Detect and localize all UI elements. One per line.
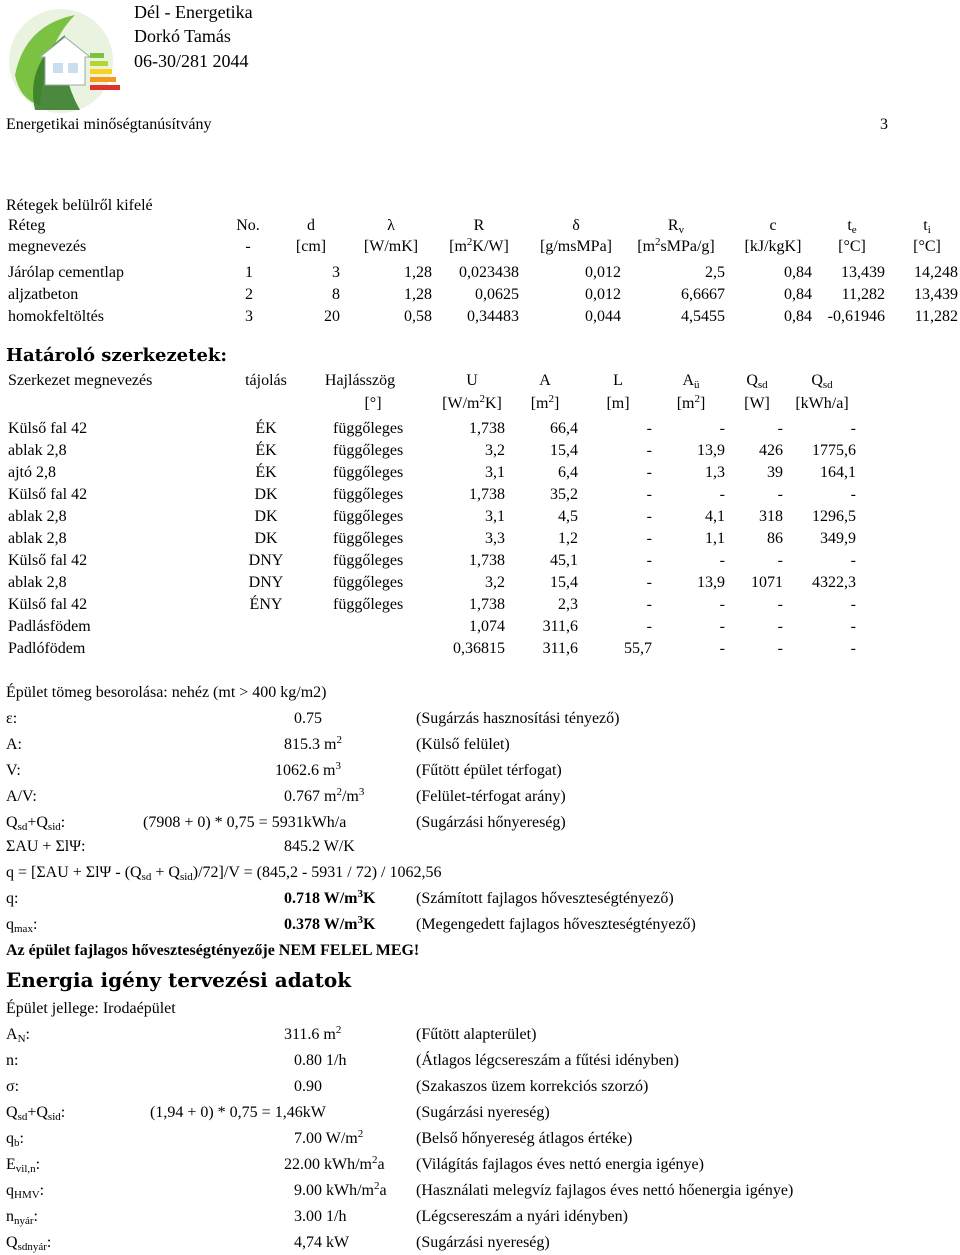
person-name: Dorkó Tamás [134,26,231,46]
boundary-row-angle: függőleges [333,486,404,503]
boundary-unit-qsd-w: [W] [744,395,770,412]
building-mass: Épület tömeg besorolása: nehéz (mt > 400 kg/m2) [6,684,327,701]
boundary-row-l: - [646,552,652,569]
energy-row-desc: (Belső hőnyereség átlagos értéke) [416,1130,633,1147]
energy-row-desc: (Fűtött alapterület) [416,1026,537,1043]
boundary-row-u: 1,738 [469,420,505,437]
av-label: A/V: [6,788,37,805]
layers-unit-name: megnevezés [8,238,87,255]
layer-row-cell: 3 [332,264,340,281]
boundary-row-orient: DNY [248,552,284,569]
boundary-head-a: A [539,372,551,389]
boundary-row-qsd-kwh: 349,9 [820,530,856,547]
energy-row-value: 3.00 1/h [294,1208,347,1225]
q-desc: (Számított fajlagos hőveszteségtényező) [416,890,674,907]
layer-row-cell: 20 [324,308,340,325]
boundary-row-a: 4,5 [558,508,578,525]
boundary-row-qsd-w: 318 [759,508,783,525]
boundary-row-a: 15,4 [550,442,578,459]
boundary-row-orient: ÉK [255,464,277,481]
energy-row-desc: (Szakaszos üzem korrekciós szorzó) [416,1078,649,1095]
building-type: Épület jellege: Irodaépület [6,1000,176,1017]
boundary-row-a: 6,4 [558,464,578,481]
energy-row-desc: (Légcsereszám a nyári idényben) [416,1208,628,1225]
layers-title: Rétegek belülről kifelé [6,197,153,214]
layers-head-layer: Réteg [8,217,46,234]
boundary-row-l: - [646,420,652,437]
boundary-row-au: 4,1 [705,508,725,525]
boundary-row-qsd-w: - [777,552,783,569]
layer-row-cell: 4,5455 [681,308,725,325]
boundary-row-au: - [719,552,725,569]
energy-row-label: $q_{HMV}$: [6,1182,45,1201]
layer-row-cell: 0,0625 [475,286,519,303]
layer-row-name: Járólap cementlap [8,264,124,281]
boundary-row-u: 3,2 [485,442,505,459]
boundary-row-u: 1,074 [469,618,505,635]
boundary-row-l: - [646,486,652,503]
boundary-row-orient: DNY [248,574,284,591]
boundary-row-qsd-w: 1071 [751,574,783,591]
energy-row-value: 0.80 1/h [294,1052,347,1069]
layer-row-cell: 0,84 [784,286,812,303]
layer-row-cell: 2 [245,286,253,303]
layer-row-cell: 13,439 [914,286,958,303]
boundary-row-u: 1,738 [469,486,505,503]
boundary-row-orient: DK [254,486,278,503]
area-desc: (Külső felület) [416,736,510,753]
layer-row-cell: 0,012 [585,286,621,303]
qsd-desc: (Sugárzási hőnyereség) [416,814,566,831]
boundary-row-u: 3,1 [485,464,505,481]
layer-row-cell: 0,84 [784,308,812,325]
boundary-unit-u: $[W/m^2K]$ [442,393,502,412]
boundary-row-a: 35,2 [550,486,578,503]
boundary-row-orient: DK [254,530,278,547]
phone-number: 06-30/281 2044 [134,51,249,71]
energy-title: Energia igény tervezési adatok [6,968,352,992]
boundary-row-qsd-w: - [777,618,783,635]
epsilon-desc: (Sugárzás hasznosítási tényező) [416,710,620,727]
q-label: q: [6,890,19,907]
boundary-row-name: Padlófödem [8,640,86,657]
boundary-head-l: L [613,372,623,389]
av-value: 0.767 $m^2/m^3$ [284,786,365,805]
boundary-head-name: Szerkezet megnevezés [8,372,153,389]
layer-row-cell: 14,248 [914,264,958,281]
energy-row-value: 7.00 $W/m^2$ [294,1128,364,1147]
boundary-row-u: 3,2 [485,574,505,591]
volume-desc: (Fűtött épület térfogat) [416,762,562,779]
boundary-row-name: Külső fal 42 [8,552,88,569]
boundary-row-orient: ÉNY [249,596,283,613]
boundary-row-u: 1,738 [469,552,505,569]
qmax-value: 0.378 $W/m^3K$ [284,914,376,933]
boundary-row-l: - [646,574,652,591]
layer-row-cell: 0,012 [585,264,621,281]
boundary-row-angle: függőleges [333,552,404,569]
energy-row-desc: (Világítás fajlagos éves nettó energia igénye) [416,1156,704,1173]
energy-row-label: $Q_{sdnyár}$: [6,1234,52,1253]
boundary-row-a: 311,6 [542,618,578,635]
boundary-head-qsd-w: $Q_{sd}$ [746,372,768,391]
boundary-unit-qsd-kwh: [kWh/a] [795,395,849,412]
boundary-row-l: - [646,442,652,459]
layers-unit-c: [kJ/kgK] [744,238,802,255]
layer-row-cell: 8 [332,286,340,303]
layer-row-cell: 1 [245,264,253,281]
page-number: 3 [880,116,888,133]
boundary-row-au: 1,1 [705,530,725,547]
layers-head-d: d [307,217,315,234]
boundary-head-orient: tájolás [245,372,287,389]
energy-row-desc: (Sugárzási nyereség) [416,1104,550,1121]
boundary-row-qsd-kwh: 164,1 [820,464,856,481]
layer-row-cell: 6,6667 [681,286,725,303]
energy-row-value: (1,94 + 0) * 0,75 = 1,46kW [150,1104,326,1121]
q-value: 0.718 $W/m^3K$ [284,888,376,907]
boundary-row-angle: függőleges [333,508,404,525]
boundary-row-orient: ÉK [255,442,277,459]
layers-unit-d: [cm] [295,238,327,255]
boundary-row-a: 66,4 [550,420,578,437]
layers-head-ti: $t_i$ [923,217,931,236]
boundary-row-l: - [646,618,652,635]
boundary-row-a: 311,6 [542,640,578,657]
boundary-row-au: 13,9 [697,574,725,591]
energy-row-label: $E_{vil,n}$: [6,1156,41,1175]
volume-value: 1062.6 $m^3$ [275,760,341,779]
layers-unit-lambda: [W/mK] [363,238,419,255]
layer-row-cell: 0,58 [404,308,432,325]
boundary-row-u: 3,1 [485,508,505,525]
layers-head-rv: $R_v$ [667,217,685,236]
company-logo [5,5,123,117]
sum-label: ΣAU + ΣlΨ: [6,838,86,855]
boundary-head-u: U [466,372,478,389]
verdict: Az épület fajlagos hőveszteségtényezője NEM FELEL MEG! [6,942,420,959]
layer-row-cell: 3 [245,308,253,325]
boundary-unit-a: $[m^2]$ [530,393,560,412]
layer-row-cell: 0,84 [784,264,812,281]
boundary-row-qsd-w: - [777,640,783,657]
layer-row-cell: 11,282 [914,308,958,325]
layers-unit-no: - [245,238,251,255]
energy-row-value: 311.6 $m^2$ [284,1024,342,1043]
boundary-head-qsd-kwh: $Q_{sd}$ [811,372,833,391]
av-desc: (Felület-térfogat arány) [416,788,566,805]
boundary-row-l: - [646,596,652,613]
boundary-row-qsd-kwh: - [850,552,856,569]
energy-row-label: $A_N$: [6,1026,30,1045]
boundary-row-l: - [646,508,652,525]
boundary-row-name: Külső fal 42 [8,486,88,503]
layers-head-delta: δ [572,217,580,234]
boundary-row-au: - [719,486,725,503]
layers-unit-te: [°C] [838,238,866,255]
qsd-label: $Q_{sd}+Q_{sid}$: [6,814,66,833]
boundary-row-qsd-kwh: 4322,3 [812,574,856,591]
layer-row-cell: 13,439 [841,264,885,281]
boundary-row-name: ablak 2,8 [8,508,67,525]
layers-head-c: c [769,217,777,234]
energy-row-label: $Q_{sd}+Q_{sid}$: [6,1104,66,1123]
boundary-row-qsd-w: - [777,420,783,437]
energy-row-value: 22.00 kWh/$m^2a$ [284,1154,385,1173]
boundary-row-l: - [646,464,652,481]
layer-row-cell: -0,61946 [827,308,885,325]
boundary-row-l: - [646,530,652,547]
layers-head-r: R [473,217,485,234]
boundary-row-name: ablak 2,8 [8,442,67,459]
energy-row-label: $q_b$: [6,1130,24,1149]
boundary-row-a: 15,4 [550,574,578,591]
epsilon-label: ε: [6,710,18,727]
boundary-row-qsd-kwh: - [850,640,856,657]
boundary-row-orient: DK [254,508,278,525]
layer-row-cell: 11,282 [841,286,885,303]
boundary-row-au: 13,9 [697,442,725,459]
energy-row-label: σ: [6,1078,20,1095]
energy-row-desc: (Használati melegvíz fajlagos éves nettó hőenergia igénye) [416,1182,794,1199]
boundary-row-name: Padlásfödem [8,618,91,635]
boundary-row-qsd-kwh: 1296,5 [812,508,856,525]
energy-row-desc: (Átlagos légcsereszám a fűtési idényben) [416,1052,680,1069]
boundary-row-au: - [719,596,725,613]
boundary-row-a: 1,2 [558,530,578,547]
boundary-row-au: - [719,420,725,437]
boundary-title: Határoló szerkezetek: [6,345,228,366]
boundary-row-qsd-w: - [777,486,783,503]
boundary-row-angle: függőleges [333,442,404,459]
boundary-row-au: - [719,618,725,635]
energy-row-value: 0.90 [294,1078,322,1095]
boundary-row-qsd-w: 426 [759,442,783,459]
boundary-row-name: Külső fal 42 [8,596,88,613]
boundary-row-qsd-kwh: - [850,596,856,613]
boundary-row-angle: függőleges [333,574,404,591]
layers-head-te: $t_e$ [847,217,857,236]
boundary-row-au: - [719,640,725,657]
layers-unit-ti: [°C] [913,238,941,255]
layer-row-name: homokfeltöltés [8,308,104,325]
q-formula: $q = [\Sigma AU + \Sigma l\Psi - (Q_{sd} + Q_{sid})/72]/V = (845,2 - 5931 / 72) / 1062,56$ [6,864,442,883]
boundary-row-qsd-kwh: - [850,618,856,635]
boundary-head-angle: Hajlásszög [324,372,396,389]
boundary-row-name: Külső fal 42 [8,420,88,437]
boundary-row-u: 1,738 [469,596,505,613]
boundary-row-qsd-w: 39 [767,464,783,481]
boundary-row-l: 55,7 [624,640,652,657]
layers-unit-rv: $[m^2sMPa/g]$ [637,236,715,255]
sum-value: 845.2 W/K [284,838,355,855]
qsd-value: (7908 + 0) * 0,75 = 5931kWh/a [143,814,347,831]
layer-row-cell: 2,5 [705,264,725,281]
boundary-unit-l: [m] [606,395,630,412]
layers-head-no: No. [236,217,260,234]
company-name: Dél - Energetika [134,2,253,22]
boundary-row-angle: függőleges [333,530,404,547]
volume-label: V: [6,762,21,779]
layer-row-cell: 0,023438 [459,264,519,281]
boundary-row-a: 2,3 [558,596,578,613]
boundary-row-qsd-kwh: - [850,486,856,503]
boundary-row-angle: függőleges [333,420,404,437]
boundary-row-name: ablak 2,8 [8,574,67,591]
boundary-unit-au: $[m^2]$ [676,393,706,412]
boundary-row-au: 1,3 [705,464,725,481]
boundary-row-angle: függőleges [333,464,404,481]
layer-row-cell: 1,28 [404,286,432,303]
area-value: 815.3 $m^2$ [284,734,342,753]
energy-row-value: 4,74 kW [294,1234,350,1251]
document-title: Energetikai minőségtanúsítvány [6,116,212,133]
boundary-row-u: 3,3 [485,530,505,547]
layer-row-cell: 0,34483 [467,308,519,325]
boundary-row-qsd-kwh: 1775,6 [812,442,856,459]
qmax-desc: (Megengedett fajlagos hőveszteségtényező) [416,916,696,933]
boundary-row-angle: függőleges [333,596,404,613]
boundary-row-a: 45,1 [550,552,578,569]
boundary-row-orient: ÉK [255,420,277,437]
energy-row-label: n: [6,1052,19,1069]
energy-row-value: 9.00 kWh/$m^2a$ [294,1180,387,1199]
boundary-unit-angle: [°] [364,395,382,412]
layers-head-lambda: λ [387,217,395,234]
boundary-row-u: 0,36815 [453,640,505,657]
layer-row-cell: 1,28 [404,264,432,281]
qmax-label: $q_{max}$: [6,916,38,935]
layers-unit-r: $[m^2K/W]$ [449,236,509,255]
boundary-row-qsd-w: - [777,596,783,613]
boundary-row-name: ajtó 2,8 [8,464,56,481]
layer-row-name: aljzatbeton [8,286,79,303]
boundary-row-qsd-kwh: - [850,420,856,437]
boundary-row-name: ablak 2,8 [8,530,67,547]
boundary-row-qsd-w: 86 [767,530,783,547]
epsilon-value: 0.75 [294,710,322,727]
layers-unit-delta: [g/msMPa] [540,238,612,255]
layer-row-cell: 0,044 [585,308,621,325]
boundary-head-au: $A_ü$ [682,372,700,391]
area-label: A: [6,736,22,753]
energy-row-label: $n_{nyár}$: [6,1208,38,1227]
energy-row-desc: (Sugárzási nyereség) [416,1234,550,1251]
